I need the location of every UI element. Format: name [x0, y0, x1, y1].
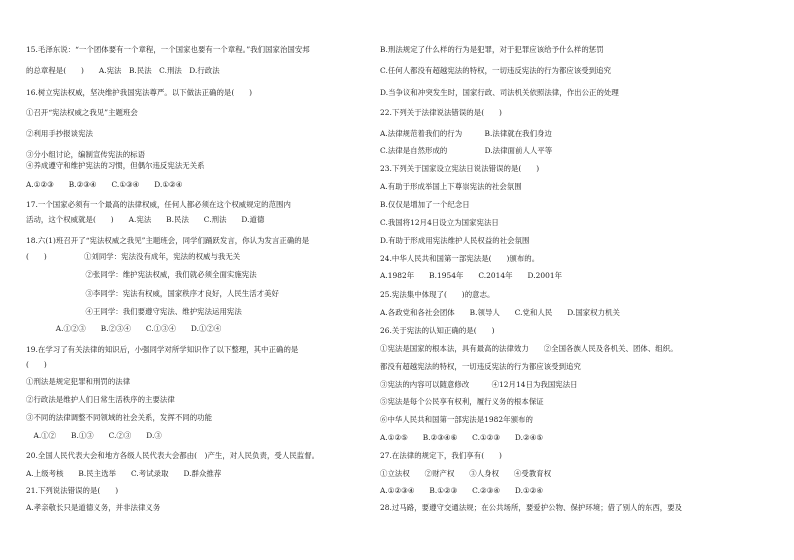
q23-option-d: D.有助于形成用宪法维护人民权益的社会氛围 — [380, 236, 530, 245]
q27-items: ①立法权 ②财产权 ③人身权 ④受教育权 — [380, 469, 552, 478]
q23-stem: 23.下列关于国家设立宪法日说法错误的是( ) — [380, 164, 540, 173]
q18-item-1: ( ) ①刘同学：宪法没有成年，宪法的权威与我无关 — [26, 252, 241, 261]
q19-line-1: 19.在学习了有关法律的知识后，小强同学对所学知识作了以下整理，其中正确的是 — [26, 345, 299, 354]
q21-option-a: A.孝亲敬长只是道德义务，并非法律义务 — [26, 503, 161, 512]
q26-items-2-cont: 都没有超越宪法的特权，一切违反宪法的行为都应该受到追究 — [380, 362, 581, 371]
q23-option-c: C.我国将12月4日设立为国家宪法日 — [380, 218, 499, 227]
q19-item-2: ②行政法是维护人们日常生活秩序的主要法律 — [26, 395, 175, 404]
q19-item-1: ①刑法是规定犯罪和刑罚的法律 — [26, 377, 131, 386]
q28-stem: 28.过马路，要遵守交通法规；在公共场所，要爱护公物、保护环境；借了别人的东西，要及 — [380, 503, 683, 512]
q15-line-1: 15.毛泽东说：“一个团体要有一个章程，一个国家也要有一个章程。”我们国家治国安邦 — [26, 45, 310, 54]
q21-option-c: C.任何人都没有超越宪法的特权，一切违反宪法的行为都应该受到追究 — [380, 66, 612, 75]
q18-stem: 18.六(1)班召开了“宪法权威之我见”主题班会，同学们踊跃发言，你认为发言正确的是 — [26, 236, 310, 245]
q26-item-6: ⑥中华人民共和国第一部宪法是1982年颁布的 — [380, 415, 533, 424]
q20-options: A.上级考核 B.民主选举 C.考试录取 D.群众推荐 — [26, 469, 222, 478]
q19-options: A.①② B.①③ C.②③ D.③ — [26, 431, 162, 440]
q26-item-5: ⑤宪法是每个公民享有权利，履行义务的根本保证 — [380, 397, 544, 406]
q20-stem: 20.全国人民代表大会和地方各级人民代表大会都由( )产生，对人民负责，受人民监督。 — [26, 451, 320, 460]
q18-item-2: ②张同学：维护宪法权威，我们就必须全面实施宪法 — [26, 270, 257, 279]
q26-options: A.①②⑤ B.②③④⑥ C.①②③ D.②④⑤ — [380, 433, 544, 442]
q16-item-4: ④养成遵守和维护宪法的习惯，但偶尔违反宪法无关系 — [26, 161, 205, 170]
q19-line-2: ( ) — [26, 360, 47, 369]
q24-stem: 24.中华人民共和国第一部宪法是( )颁布的。 — [380, 254, 540, 263]
q19-item-3: ③不同的法律调整不同领域的社会关系，发挥不同的功能 — [26, 413, 213, 422]
q21-option-b: B.刑法规定了什么样的行为是犯罪，对于犯罪应该给予什么样的惩罚 — [380, 45, 604, 54]
q25-options: A.各政党和各社会团体 B.领导人 C.党和人民 D.国家权力机关 — [380, 308, 620, 317]
q22-stem: 22.下列关于法律说法错误的是( ) — [380, 108, 502, 117]
q23-option-b: B.仅仅是增加了一个纪念日 — [380, 200, 470, 209]
q16-stem: 16.树立宪法权威，坚决维护我国宪法尊严。以下做法正确的是( ) — [26, 88, 253, 97]
q21-option-d: D.当争议和冲突发生时，国家行政、司法机关依照法律，作出公正的处理 — [380, 88, 619, 97]
q27-stem: 27.在法律的规定下，我们享有( ) — [380, 451, 502, 460]
q26-items-3-4: ③宪法的内容可以随意修改 ④12月14日为我国宪法日 — [380, 380, 578, 389]
q18-item-3: ③李同学：宪法有权威，国家秩序才良好，人民生活才美好 — [26, 289, 279, 298]
q21-stem: 21.下列说法错误的是( ) — [26, 486, 119, 495]
q16-item-3: ③分小组讨论，编制宣传宪法的标语 — [26, 150, 146, 159]
q17-line-2: 活动，这个权威就是( ) A.宪法 B.民法 C.刑法 D.道德 — [26, 215, 265, 224]
q23-option-a: A.有助于形成举国上下尊崇宪法的社会氛围 — [380, 182, 522, 191]
q26-stem: 26.关于宪法的认知正确的是( ) — [380, 326, 495, 335]
q18-options: A.①②③ B.②③④ C.①③④ D.①②④ — [26, 324, 222, 333]
q16-item-2: ②利用手抄报谈宪法 — [26, 129, 93, 138]
q27-options: A.①②③④ B.①②③ C.②③④ D.①②④ — [380, 486, 544, 495]
q17-line-1: 17.一个国家必须有一个最高的法律权威，任何人都必须在这个权威规定的范围内 — [26, 200, 291, 209]
q24-options: A.1982年 B.1954年 C.2014年 D.2001年 — [380, 271, 563, 280]
q16-options: A.①②③ B.②③④ C.①③④ D.①②④ — [26, 180, 183, 189]
q26-items-1-2: ①宪法是国家的根本法，具有最高的法律效力 ②全国各族人民及各机关、团体、组织。 — [380, 344, 678, 353]
q16-item-1: ①召开“宪法权威之我见”主题班会 — [26, 108, 138, 117]
q18-item-4: ④王同学：我们要遵守宪法、维护宪法运用宪法 — [26, 307, 242, 316]
q25-stem: 25.宪法集中体现了( )的意志。 — [380, 290, 495, 299]
q22-options-ab: A.法律规范着我们的行为 B.法律就在我们身边 — [380, 129, 552, 138]
q15-line-2: 的总章程是( ) A.宪法 B.民法 C.刑法 D.行政法 — [26, 66, 220, 75]
q22-options-cd: C.法律是自然形成的 D.法律面前人人平等 — [380, 146, 553, 155]
